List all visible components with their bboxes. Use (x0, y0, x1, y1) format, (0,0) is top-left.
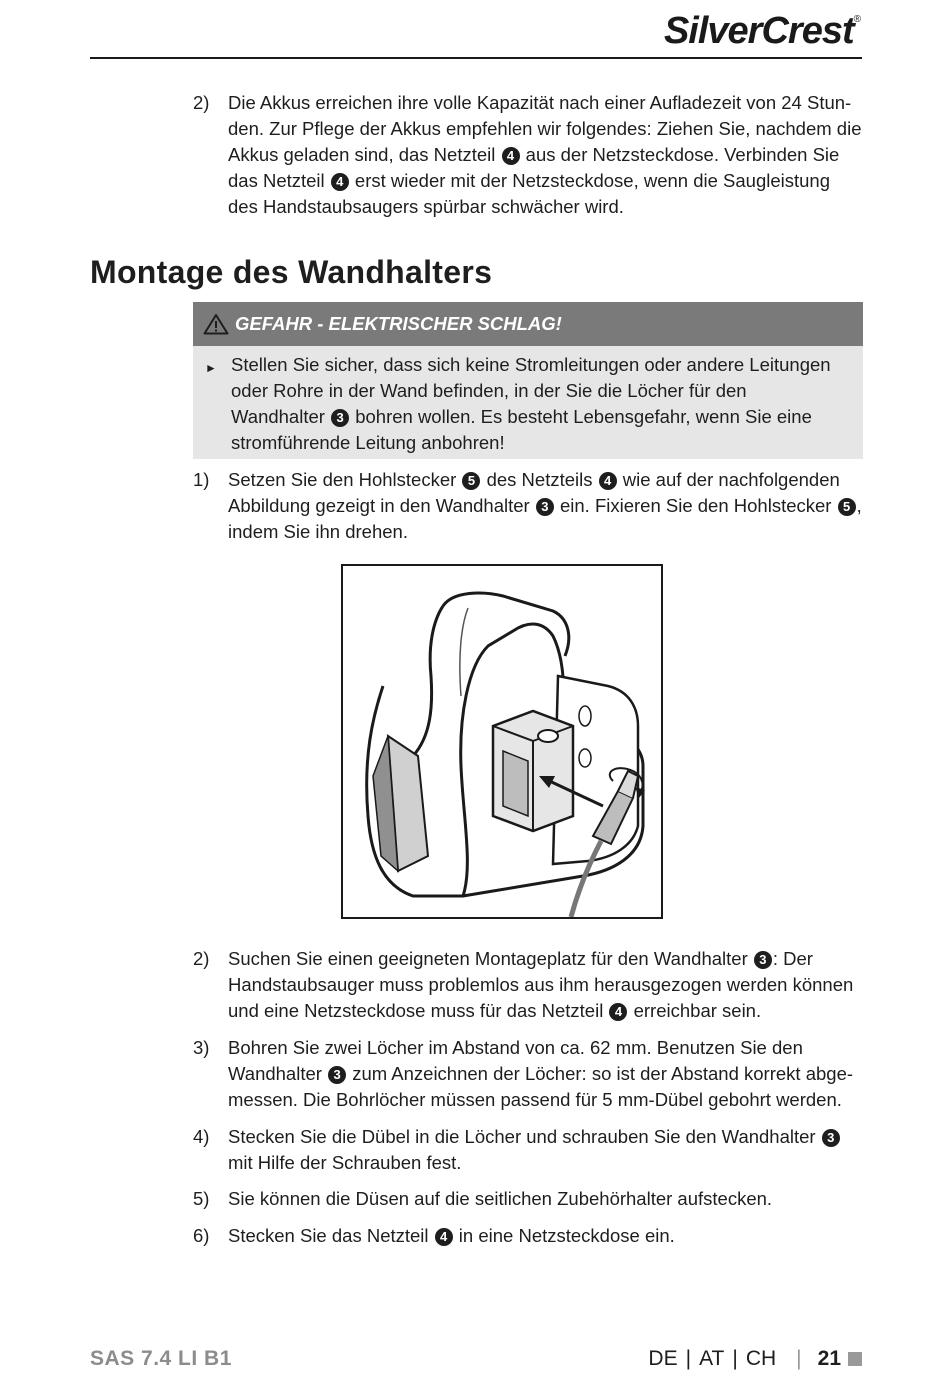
step-text: Setzen Sie den Hohlstecker 5 des Netzteils 4 wie auf der nachfolgenden Abbildung gezeigt in den Wandhalter 3 ein. Fixieren Sie den Hohlstecker 5 , indem Sie ihn drehen. (228, 469, 862, 542)
step-number: 3) (193, 1037, 210, 1058)
ref-badge: 3 (536, 498, 554, 516)
country-code: DE (648, 1347, 678, 1370)
step-item (193, 946, 863, 1024)
step-item (193, 1223, 863, 1249)
step-number: 4) (193, 1126, 210, 1147)
step-text: Bohren Sie zwei Löcher im Abstand von ca. 62 mm. Benutzen Sie den Wandhalter 3 zum Anzeichnen der Löcher: so ist der Abstand korrekt abge- messen. Die Bohrlöcher müssen passend für 5 mm-Dübel gebohrt werden. (228, 1037, 854, 1110)
page-number: 21 (817, 1347, 841, 1370)
ref-badge: 4 (331, 173, 349, 191)
header-rule (90, 57, 862, 59)
separator: | (796, 1347, 802, 1370)
step-number: 5) (193, 1188, 210, 1209)
ref-badge: 4 (599, 472, 617, 490)
step-number: 1) (193, 469, 210, 490)
step-item (193, 1035, 863, 1113)
warning-body (193, 346, 863, 459)
footer-model: SAS 7.4 LI B1 (90, 1347, 232, 1370)
step-item (193, 1124, 863, 1176)
ref-badge: 4 (502, 147, 520, 165)
step-text: Stecken Sie das Netzteil 4 in eine Netzsteckdose ein. (228, 1225, 675, 1246)
step-number: 2) (193, 948, 210, 969)
section-title: Montage des Wandhalters (90, 254, 493, 290)
country-code: CH (745, 1347, 777, 1370)
page-marker-icon (848, 1352, 862, 1366)
ref-badge: 4 (609, 1003, 627, 1021)
ref-badge: 5 (838, 498, 856, 516)
ref-badge: 3 (331, 409, 349, 427)
step-text: Stecken Sie die Dübel in die Löcher und schrauben Sie den Wandhalter 3 mit Hilfe der Schrauben fest. (228, 1124, 863, 1176)
country-code: AT (699, 1347, 725, 1370)
ref-badge: 4 (435, 1228, 453, 1246)
step-text: Die Akkus erreichen ihre volle Kapazität nach einer Aufladezeit von 24 Stun- den. Zur Pflege der Akkus empfehlen wir folgendes: Ziehen Sie, nachdem die Akkus geladen sind, das Netzteil 4 aus der Netzsteckdose. Verbinden Sie das Netzteil 4 erst wieder mit der Netzsteckdose, wenn die Saugleistung des Handstaubsaugers spürbar schwächer wird. (228, 92, 862, 217)
warning-triangle-icon (203, 313, 229, 335)
step-item (193, 1186, 863, 1212)
brand-logo: SilverCrest® (663, 10, 860, 52)
intro-step (193, 90, 863, 220)
step-number: 6) (193, 1225, 210, 1246)
wall-holder-illustration (341, 564, 663, 919)
separator: | (685, 1347, 692, 1370)
ref-badge: 3 (328, 1066, 346, 1084)
step-text: Sie können die Düsen auf die seitlichen Zubehörhalter aufstecken. (228, 1188, 773, 1209)
ref-badge: 3 (754, 951, 772, 969)
step-item (193, 467, 863, 545)
step-text: Suchen Sie einen geeigneten Montageplatz für den Wandhalter 3 : Der Handstaubsauger muss problemlos aus ihm herausgezogen werden können und eine Netzsteckdose muss für das Netzteil 4 erreichbar sein. (228, 948, 854, 1021)
ref-badge: 3 (822, 1129, 840, 1147)
warning-text: Stellen Sie sicher, dass sich keine Stromleitungen oder andere Leitungen oder Rohre in der Wand befinden, in der Sie die Löcher für den Wandhalter 3 bohren wollen. Es besteht Lebensgefahr, wenn Sie eine stromführende Leitung anbohren! (231, 354, 831, 453)
bullet-arrow-icon: ► (205, 361, 217, 375)
footer-nav (648, 1347, 862, 1371)
step-number: 2) (193, 92, 210, 113)
ref-badge: 5 (462, 472, 480, 490)
warning-title: GEFAHR - ELEKTRISCHER SCHLAG! (235, 313, 562, 334)
separator: | (732, 1347, 738, 1370)
warning-header (193, 302, 863, 346)
